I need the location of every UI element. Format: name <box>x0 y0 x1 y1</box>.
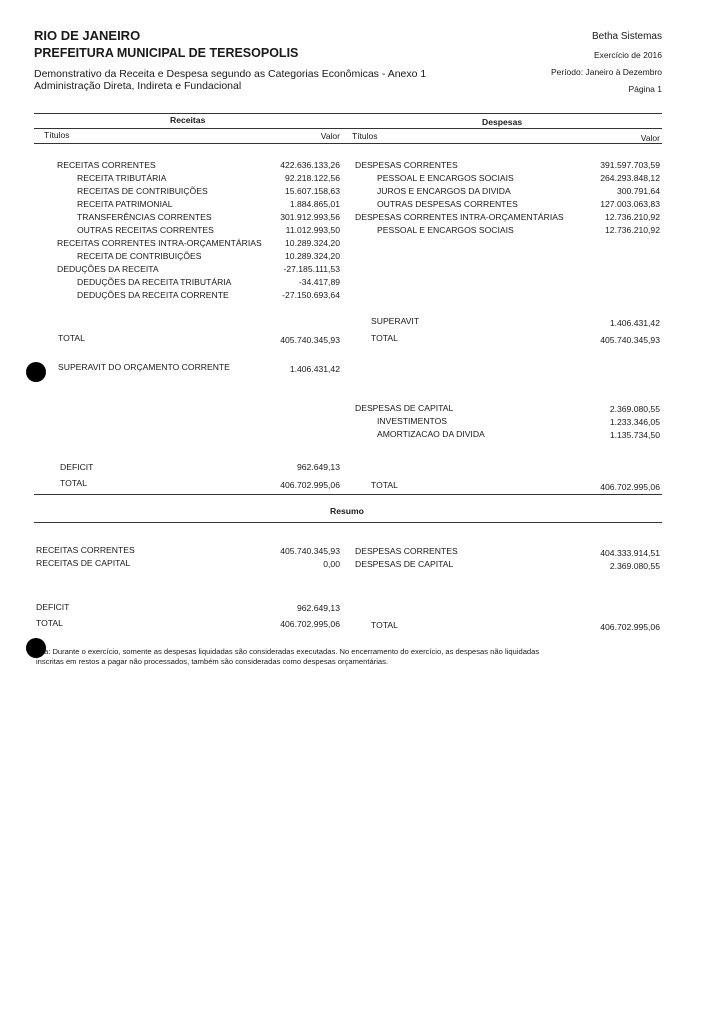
receita-label: DEDUÇÕES DA RECEITA TRIBUTÁRIA <box>77 277 232 287</box>
receita-value: 1.884.865,01 <box>289 199 340 209</box>
despesa-value: 12.736.210,92 <box>605 212 660 222</box>
footnote-line-2: inscritas em restos a pagar não processados, também são consideradas como despesas orçamentárias. <box>36 657 389 666</box>
report-scope: Administração Direta, Indireta e Fundacional <box>34 80 242 92</box>
resumo-deficit-value: 962.649,13 <box>296 603 340 613</box>
despesa-value: 264.293.848,12 <box>600 173 660 183</box>
header-rule-mid <box>34 128 662 129</box>
col-valor-left: Valor <box>320 131 340 141</box>
resumo-total-right-label: TOTAL <box>371 620 398 630</box>
total-geral-receitas-value: 406.702.995,06 <box>280 480 340 490</box>
receitas-heading: Receitas <box>170 115 206 125</box>
resumo-despesas-correntes-label: DESPESAS CORRENTES <box>355 546 458 556</box>
total-despesas-value: 405.740.345,93 <box>600 335 660 345</box>
total-geral-receitas-label: TOTAL <box>60 478 87 488</box>
receita-label: RECEITAS DE CONTRIBUIÇÕES <box>77 186 208 196</box>
despesa-value: 127.003.063,83 <box>600 199 660 209</box>
superavit-value: 1.406.431,42 <box>609 318 660 328</box>
receita-label: RECEITA TRIBUTÁRIA <box>77 173 167 183</box>
col-titulos-right: Títulos <box>352 131 378 141</box>
receita-label: RECEITAS CORRENTES INTRA-ORÇAMENTÁRIAS <box>57 238 262 248</box>
total-receitas-label: TOTAL <box>58 333 85 343</box>
receita-value: 92.218.122,56 <box>285 173 340 183</box>
despesa-value: 391.597.703,59 <box>600 160 660 170</box>
report-subtitle: Demonstrativo da Receita e Despesa segundo as Categorias Econômicas - Anexo 1 <box>34 68 427 80</box>
resumo-total-right-value: 406.702.995,06 <box>600 622 660 632</box>
receita-value: 15.607.158,63 <box>285 186 340 196</box>
resumo-despesas-capital-value: 2.369.080,55 <box>609 561 660 571</box>
resumo-rule-top <box>34 494 662 495</box>
header-rule-bottom <box>34 143 662 144</box>
col-titulos-left: Títulos <box>44 130 70 140</box>
exercise-year: Exercício de 2016 <box>593 50 662 60</box>
header-rule-top <box>34 113 662 114</box>
receita-value: 10.289.324,20 <box>285 251 340 261</box>
resumo-receitas-capital-value: 0,00 <box>323 559 340 569</box>
footnote-line-1: a: Durante o exercício, somente as despesas liquidadas são consideradas executadas. No encerramento do exercício, as despesas não liquidadas <box>44 647 540 656</box>
despesa-label: PESSOAL E ENCARGOS SOCIAIS <box>377 225 514 235</box>
despesa-value: 12.736.210,92 <box>605 225 660 235</box>
receita-label: RECEITA PATRIMONIAL <box>77 199 173 209</box>
receita-label: OUTRAS RECEITAS CORRENTES <box>77 225 214 235</box>
capital-label: AMORTIZACAO DA DIVIDA <box>377 429 485 439</box>
punch-hole-mark <box>26 638 46 658</box>
total-despesas-label: TOTAL <box>371 333 398 343</box>
receita-label: RECEITA DE CONTRIBUIÇÕES <box>77 251 202 261</box>
resumo-receitas-capital-label: RECEITAS DE CAPITAL <box>36 558 131 568</box>
capital-value: 1.233.346,05 <box>609 417 660 427</box>
resumo-receitas-correntes-value: 405.740.345,93 <box>280 546 340 556</box>
receita-value: -27.150.693,64 <box>282 290 340 300</box>
receita-value: 422.636.133,26 <box>280 160 340 170</box>
resumo-total-left-label: TOTAL <box>36 618 63 628</box>
resumo-rule-bottom <box>34 522 662 523</box>
deficit-label: DEFICIT <box>60 462 94 472</box>
superavit-orcamento-value: 1.406.431,42 <box>289 364 340 374</box>
capital-label: INVESTIMENTOS <box>377 416 448 426</box>
punch-hole-mark <box>26 362 46 382</box>
despesa-value: 300.791,64 <box>616 186 660 196</box>
resumo-total-left-value: 406.702.995,06 <box>280 619 340 629</box>
deficit-value: 962.649,13 <box>296 462 340 472</box>
receita-label: DEDUÇÕES DA RECEITA CORRENTE <box>77 290 229 300</box>
receita-label: TRANSFERÊNCIAS CORRENTES <box>77 212 212 222</box>
capital-label: DESPESAS DE CAPITAL <box>355 403 454 413</box>
resumo-despesas-correntes-value: 404.333.914,51 <box>600 548 660 558</box>
superavit-label: SUPERAVIT <box>371 316 420 326</box>
capital-value: 2.369.080,55 <box>609 404 660 414</box>
col-valor-right: Valor <box>640 133 660 143</box>
system-name: Betha Sistemas <box>591 31 662 42</box>
resumo-deficit-label: DEFICIT <box>36 602 70 612</box>
receita-label: DEDUÇÕES DA RECEITA <box>57 264 159 274</box>
despesa-label: OUTRAS DESPESAS CORRENTES <box>377 199 518 209</box>
entity-title: PREFEITURA MUNICIPAL DE TERESOPOLIS <box>34 46 299 60</box>
receita-label: RECEITAS CORRENTES <box>57 160 156 170</box>
despesa-label: DESPESAS CORRENTES <box>355 160 458 170</box>
receita-value: -27.185.111,53 <box>283 264 340 274</box>
receita-value: 301.912.993,56 <box>280 212 340 222</box>
despesa-label: PESSOAL E ENCARGOS SOCIAIS <box>377 173 514 183</box>
total-geral-despesas-value: 406.702.995,06 <box>600 482 660 492</box>
superavit-orcamento-label: SUPERAVIT DO ORÇAMENTO CORRENTE <box>58 362 230 372</box>
report-period: Período: Janeiro à Dezembro <box>550 67 662 77</box>
resumo-despesas-capital-label: DESPESAS DE CAPITAL <box>355 559 454 569</box>
page-number: Página 1 <box>628 84 662 94</box>
despesas-heading: Despesas <box>482 117 523 127</box>
resumo-receitas-correntes-label: RECEITAS CORRENTES <box>36 545 135 555</box>
capital-value: 1.135.734,50 <box>609 430 660 440</box>
despesa-label: JUROS E ENCARGOS DA DIVIDA <box>377 186 511 196</box>
receita-value: 10.289.324,20 <box>285 238 340 248</box>
despesa-label: DESPESAS CORRENTES INTRA-ORÇAMENTÁRIAS <box>355 212 564 222</box>
resumo-heading: Resumo <box>330 506 364 516</box>
total-receitas-value: 405.740.345,93 <box>280 335 340 345</box>
receita-value: -34.417,89 <box>298 277 340 287</box>
state-title: RIO DE JANEIRO <box>34 28 141 43</box>
total-geral-despesas-label: TOTAL <box>371 480 398 490</box>
receita-value: 11.012.993,50 <box>285 225 340 235</box>
